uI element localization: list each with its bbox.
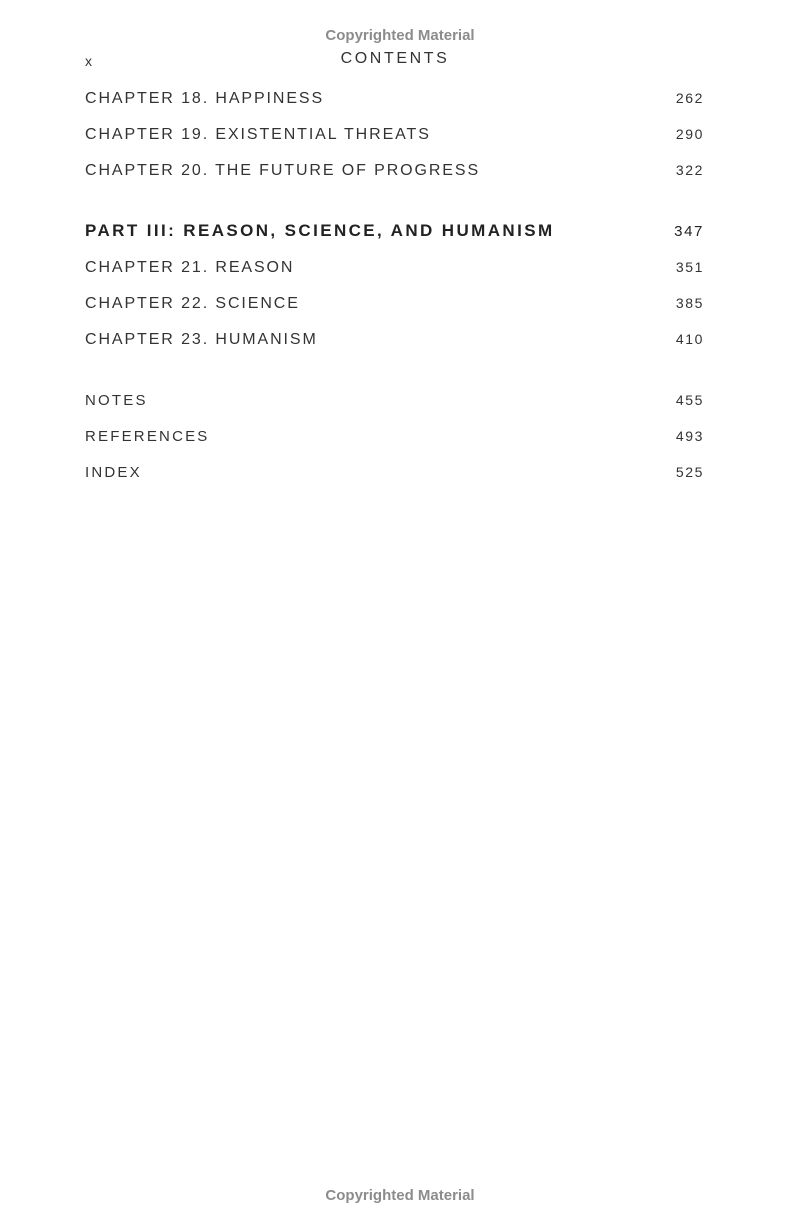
toc-entry-label: NOTES bbox=[85, 392, 148, 409]
copyright-watermark-bottom: Copyrighted Material bbox=[325, 1187, 475, 1204]
toc-entry-label: CHAPTER 23. HUMANISM bbox=[85, 331, 318, 348]
toc-entry-label: CHAPTER 18. HAPPINESS bbox=[85, 90, 325, 107]
toc-entry-page: 525 bbox=[675, 464, 704, 480]
toc-part-label: PART III: REASON, SCIENCE, AND HUMANISM bbox=[85, 221, 555, 240]
chapter-group-part-two bbox=[85, 88, 704, 196]
toc-entry-page: 410 bbox=[675, 331, 704, 347]
toc-entry-notes[interactable] bbox=[85, 390, 704, 426]
toc-entry-references[interactable] bbox=[85, 426, 704, 462]
toc-entry-chapter-22[interactable] bbox=[85, 293, 704, 329]
toc-entry-chapter-21[interactable] bbox=[85, 257, 704, 293]
toc-entry-page: 385 bbox=[675, 295, 704, 311]
toc-entry-label: CHAPTER 21. REASON bbox=[85, 259, 295, 276]
toc-entry-label: CHAPTER 22. SCIENCE bbox=[85, 295, 300, 312]
toc-entry-label: REFERENCES bbox=[85, 428, 210, 445]
back-matter-group bbox=[85, 390, 704, 498]
page-number: x bbox=[85, 53, 92, 69]
toc-entry-chapter-23[interactable] bbox=[85, 329, 704, 365]
toc-entry-page: 455 bbox=[675, 392, 704, 408]
toc-entry-chapter-20[interactable] bbox=[85, 160, 704, 196]
toc-entry-label: CHAPTER 19. EXISTENTIAL THREATS bbox=[85, 126, 431, 143]
copyright-watermark-top: Copyrighted Material bbox=[325, 27, 475, 44]
toc-entry-page: 290 bbox=[675, 126, 704, 142]
toc-entry-page: 351 bbox=[675, 259, 704, 275]
toc-entry-chapter-19[interactable] bbox=[85, 124, 704, 160]
toc-entry-page: 493 bbox=[675, 428, 704, 444]
toc-entry-label: INDEX bbox=[85, 464, 142, 481]
toc-entry-page: 322 bbox=[675, 162, 704, 178]
toc-entry-index[interactable] bbox=[85, 462, 704, 498]
table-of-contents bbox=[85, 88, 704, 498]
toc-part-page: 347 bbox=[674, 223, 704, 240]
chapter-group-part-three bbox=[85, 221, 704, 365]
running-head-title: CONTENTS bbox=[340, 50, 450, 67]
toc-entry-page: 262 bbox=[675, 90, 704, 106]
toc-entry-label: CHAPTER 20. THE FUTURE OF PROGRESS bbox=[85, 162, 481, 179]
toc-entry-part-three[interactable] bbox=[85, 221, 704, 257]
toc-entry-chapter-18[interactable] bbox=[85, 88, 704, 124]
